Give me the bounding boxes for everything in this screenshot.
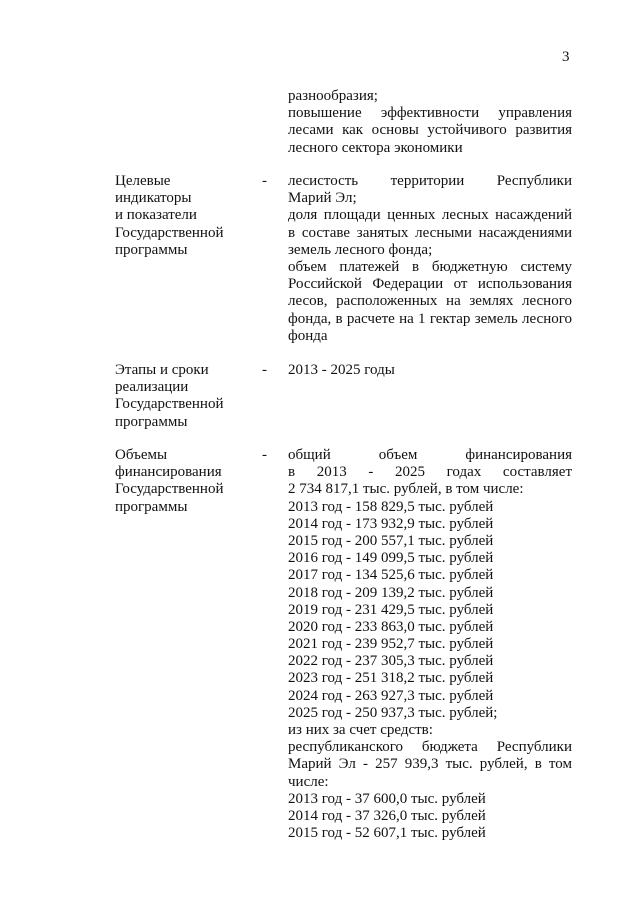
text-line: лесов, расположенных на землях лесного (288, 293, 572, 310)
section-dash: - (262, 362, 267, 378)
section-content (288, 362, 572, 379)
continuation-text (288, 88, 572, 157)
funding-year-line: 2021 год - 239 952,7 тыс. рублей (288, 636, 494, 653)
text-line: общий объем финансирования (288, 447, 572, 463)
text-line: 2 734 817,1 тыс. рублей, в том числе: (288, 481, 524, 498)
funding-year-line: 2022 год - 237 305,3 тыс. рублей (288, 653, 494, 670)
text-line: республиканского бюджета Республики (288, 739, 572, 756)
funding-year-line: 2015 год - 52 607,1 тыс. рублей (288, 825, 486, 842)
label-line: Государственной (115, 396, 224, 413)
label-line: и показатели (115, 207, 197, 224)
text-line: лесного сектора экономики (288, 139, 463, 156)
section-label (115, 362, 250, 431)
funding-year-line: 2024 год - 263 927,3 тыс. рублей (288, 687, 494, 704)
text-line: разнообразия; (288, 88, 378, 104)
text-line: Российской Федерации от использования (288, 276, 572, 293)
text-line: из них за счет средств: (288, 722, 433, 738)
label-line: индикаторы (115, 190, 192, 207)
text-line: объем платежей в бюджетную систему (288, 258, 572, 275)
funding-year-line: 2020 год - 233 863,0 тыс. рублей (288, 618, 494, 635)
text-line: числе: (288, 773, 329, 790)
text-line: в 2013 - 2025 годах составляет (288, 464, 572, 481)
text-line: лесами как основы устойчивого развития (288, 122, 572, 139)
funding-year-line: 2014 год - 37 326,0 тыс. рублей (288, 807, 486, 824)
label-line: программы (115, 498, 188, 515)
section-label (115, 173, 250, 259)
funding-year-line: 2025 год - 250 937,3 тыс. рублей; (288, 704, 498, 721)
funding-year-line: 2019 год - 231 429,5 тыс. рублей (288, 601, 494, 618)
text-line: земель лесного фонда; (288, 241, 433, 258)
label-line: программы (115, 413, 188, 430)
text-line: в составе занятых лесными насаждениями (288, 224, 572, 241)
label-line: Объемы (115, 447, 168, 463)
funding-year-line: 2018 год - 209 139,2 тыс. рублей (288, 584, 494, 601)
label-line: реализации (115, 379, 189, 396)
section-dash: - (262, 173, 267, 189)
text-line: доля площади ценных лесных насаждений (288, 207, 572, 224)
label-line: Этапы и сроки (115, 362, 209, 378)
page-number: 3 (562, 49, 570, 65)
funding-year-line: 2014 год - 173 932,9 тыс. рублей (288, 515, 494, 532)
label-line: Целевые (115, 173, 171, 189)
funding-year-line: 2017 год - 134 525,6 тыс. рублей (288, 567, 494, 584)
funding-year-line: 2013 год - 37 600,0 тыс. рублей (288, 790, 486, 807)
section-content (288, 447, 572, 842)
label-line: программы (115, 241, 188, 258)
label-line: финансирования (115, 464, 222, 481)
funding-year-line: 2016 год - 149 099,5 тыс. рублей (288, 550, 494, 567)
text-line: 2013 - 2025 годы (288, 362, 395, 378)
label-line: Государственной (115, 224, 224, 241)
text-line: повышение эффективности управления (288, 105, 572, 122)
section-label (115, 447, 250, 516)
text-line: фонда (288, 327, 328, 344)
text-line: Марий Эл - 257 939,3 тыс. рублей, в том (288, 756, 572, 773)
funding-year-line: 2023 год - 251 318,2 тыс. рублей (288, 670, 494, 687)
text-line: Марий Эл; (288, 190, 357, 207)
label-line: Государственной (115, 481, 224, 498)
text-line: фонда, в расчете на 1 гектар земель лесного (288, 310, 572, 327)
funding-year-line: 2013 год - 158 829,5 тыс. рублей (288, 498, 494, 515)
section-dash: - (262, 447, 267, 463)
funding-year-line: 2015 год - 200 557,1 тыс. рублей (288, 532, 494, 549)
section-content (288, 173, 572, 345)
text-line: лесистость территории Республики (288, 173, 572, 189)
